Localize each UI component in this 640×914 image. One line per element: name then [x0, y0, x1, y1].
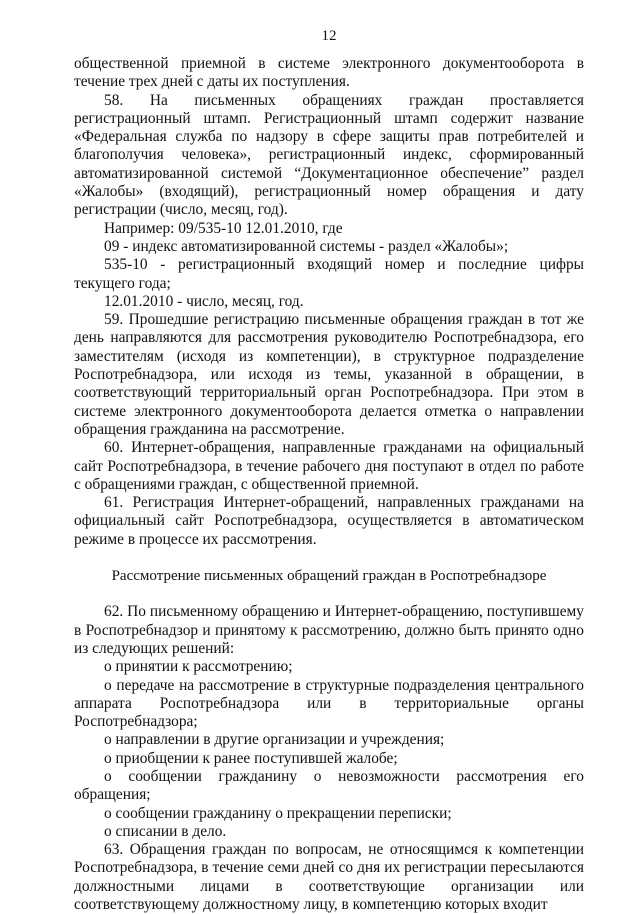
paragraph-62: 62. По письменному обращению и Интернет-обращению, поступившему в Роспотребнадзор и принятому к рассмотрению, должно быть принято одно из следующих решений:: [74, 603, 584, 657]
paragraph-date-explanation: 12.01.2010 - число, месяц, год.: [104, 292, 304, 310]
paragraph-57-continuation: общественной приемной в системе электронного документооборота в течение трех дней с даты их поступления.: [74, 55, 584, 91]
paragraph-example: Например: 09/535-10 12.01.2010, где: [104, 219, 343, 237]
decision-item: о сообщении гражданину о невозможности рассмотрения его обращения;: [74, 767, 584, 804]
paragraph-61: 61. Регистрация Интернет-обращений, направленных гражданами на официальный сайт Роспотребнадзора, осуществляется в автоматическом режиме в процессе их рассмотрения.: [74, 494, 584, 548]
decision-item: о направлении в другие организации и учреждения;: [104, 731, 445, 749]
decision-item: о списании в дело.: [104, 822, 227, 840]
decision-item: о сообщении гражданину о прекращении переписки;: [104, 804, 452, 822]
paragraph-58: 58. На письменных обращениях граждан проставляется регистрационный штамп. Регистрационный штамп содержит название «Федеральная служба по надзору в сфере защиты прав потребителей и благополучия человека», регистрационный индекс, сформированный автоматизированной системой “Документационное обеспечение” раздел «Жалобы» (входящий), регистрационный номер обращения и дату регистрации (число, месяц, год).: [74, 91, 584, 219]
paragraph-60: 60. Интернет-обращения, направленные гражданами на официальный сайт Роспотребнадзора, в течение рабочего дня поступают в отдел по работе с обращениями граждан, с общественной приемной.: [74, 439, 584, 493]
document-page: [74, 0, 584, 914]
decision-item: о передаче на рассмотрение в структурные подразделения центрального аппарата Роспотребнадзора или в территориальные органы Роспотребнадзора;: [74, 676, 584, 731]
paragraph-63: 63. Обращения граждан по вопросам, не относящимся к компетенции Роспотребнадзора, в течение семи дней со дня их регистрации пересылаются должностными лицами в соответствующие организации или соответствующему должностному лицу, в компетенцию которых входит: [74, 841, 584, 914]
decision-item: о приобщении к ранее поступившей жалобе;: [104, 749, 398, 767]
page-number: 12: [321, 28, 337, 44]
paragraph-number-explanation: 535-10 - регистрационный входящий номер и последние цифры текущего года;: [74, 256, 584, 292]
paragraph-index-explanation: 09 - индекс автоматизированной системы - раздел «Жалобы»;: [104, 237, 509, 255]
section-heading: Рассмотрение письменных обращений граждан в Роспотребнадзоре: [111, 568, 547, 585]
decision-item: о принятии к рассмотрению;: [104, 658, 293, 676]
paragraph-59: 59. Прошедшие регистрацию письменные обращения граждан в тот же день направляются для рассмотрения руководителю Роспотребнадзора, его заместителям (исходя из компетенции), в структурное подразделение Роспотребнадзора, или исходя из темы, указанной в обращении, в соответствующий территориальный орган Роспотребнадзора. При этом в системе электронного документооборота делается отметка о направлении обращения гражданина на рассмотрение.: [74, 311, 584, 438]
